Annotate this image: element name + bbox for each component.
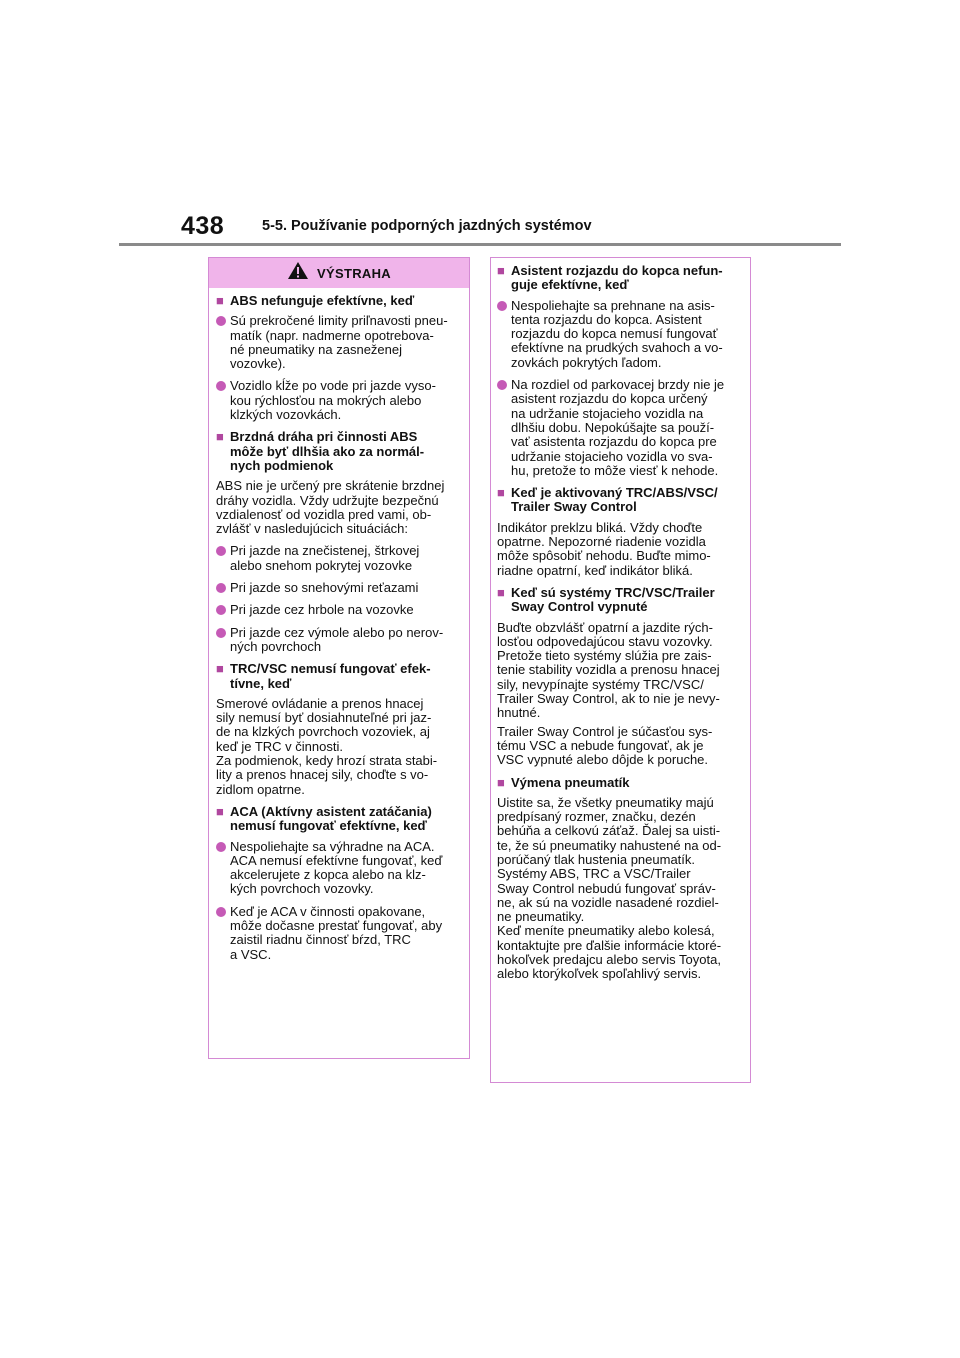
text-line: Za podmienok, kedy hrozí strata stabi- [216,753,438,769]
page-number: 438 [181,212,225,240]
bullet-item [216,905,463,962]
text-line: Keď je ACA v činnosti opakovane, [230,903,426,919]
text-line: Trailer Sway Control je súčasťou sys- [497,723,713,739]
text-line: kých povrchoch vozovky. [230,881,374,897]
text-line: zovkách pokrytých ľadom. [511,354,662,370]
text-line: Na rozdiel od parkovacej brzdy nie je [511,377,725,393]
text-line: Sway Control nebudú fungovať správ- [497,880,716,896]
text-line: asistent rozjazdu do kopca určený [511,391,708,407]
paragraph [216,697,463,797]
warning-title: VÝSTRAHA [317,265,391,281]
warning-header [209,258,469,288]
text-line: hnutné. [497,705,541,721]
paragraph [497,725,744,768]
text-line: ne, ak sú na vozidle nasadené rozdiel- [497,894,719,910]
text-line: Pri jazde cez výmole alebo po nerov- [230,624,444,640]
text-line: rozjazdu do kopca nemusí fungovať [511,326,718,342]
round-bullet-icon [216,544,230,558]
text-lines [230,626,443,655]
text-lines [497,521,744,578]
square-bullet-icon: ■ [216,803,224,819]
text-line: Brzdná dráha pri činnosti ABS [230,429,418,445]
square-bullet-icon: ■ [497,584,505,600]
square-bullet-icon: ■ [216,661,224,677]
heading-aca [216,805,463,834]
text-lines [230,905,442,962]
text-line: môže byť dlhšia ako za normál- [230,443,425,459]
text-line: zvlášť v nasledujúcich situáciách: [216,521,409,537]
bullet-item [497,299,744,370]
paragraph [497,621,744,721]
text-lines [230,314,448,371]
heading-abs [216,294,463,308]
text-line: môže dočasne prestať fungovať, aby [230,917,443,933]
text-line: behúňa a celkovú záťaž. Ďalej sa uisti- [497,823,721,839]
heading-tire-change [497,776,744,790]
round-bullet-icon [216,603,230,617]
text-line: Trailer Sway Control [511,499,637,515]
text-line: né pneumatiky na zasneženej [230,341,403,357]
text-line: riadne opatrní, keď indikátor bliká. [497,562,693,578]
header-divider [119,243,841,246]
heading-hill-start [497,264,744,293]
text-line: porúčaný tlak hustenia pneumatík. [497,851,696,867]
text-line: dráhy vozidla. Vždy udržujte bezpečnú [216,492,439,508]
text-lines [230,603,414,617]
text-line: nemusí fungovať efektívne, keď [230,818,427,834]
square-bullet-icon: ■ [216,429,224,445]
text-line: klzkých vozovkách. [230,407,342,423]
bullet-item [216,626,463,655]
text-lines [230,840,442,897]
text-line: losťou odpovedajúcou stavu vozovky. [497,633,713,649]
text-line: a VSC. [230,946,272,962]
text-line: hu, pretože to môže viesť k nehode. [511,462,719,478]
text-line: lity a prenos hnacej sily, choďte s vo- [216,767,429,783]
text-line: ACA (Aktívny asistent zatáčania) [230,803,432,819]
bullet-item [497,378,744,478]
bullet-item [216,379,463,422]
text-lines [511,486,718,515]
text-line: Nespoliehajte sa výhradne na ACA. [230,838,435,854]
text-line: predpísaný rozmer, značku, dezén [497,809,696,825]
text-line: sily nemusí byť dosiahnuteľné pri jaz- [216,710,432,726]
round-bullet-icon [497,378,511,392]
text-lines [511,264,723,293]
text-line: Keď sú systémy TRC/VSC/Trailer [511,584,715,600]
text-lines [230,805,432,834]
paragraph [216,479,463,536]
text-line: Trailer Sway Control, ak to nie je nevy- [497,691,720,707]
text-line: Buďte obzvlášť opatrní a jazdite rých- [497,619,713,635]
text-line: tému VSC a nebude fungovať, ak je [497,737,704,753]
text-line: ABS nie je určený pre skrátenie brzdnej [216,478,445,494]
paragraph [497,521,744,578]
round-bullet-icon [216,905,230,919]
round-bullet-icon [216,314,230,328]
text-line: Systémy ABS, TRC a VSC/Trailer [497,866,691,882]
text-line: te, že sú pneumatiky nahustené na od- [497,837,722,853]
text-line: zidlom opatrne. [216,781,305,797]
text-line: Pri jazde cez hrbole na vozovke [230,602,414,618]
text-line: VSC vypnuté alebo dôjde k poruche. [497,752,709,768]
text-lines [511,776,630,790]
heading-braking-distance [216,430,463,473]
right-column-box [490,257,751,1083]
text-line: tívne, keď [230,675,292,691]
text-lines [497,796,744,982]
text-lines [216,697,463,797]
text-line: tenta rozjazdu do kopca. Asistent [511,311,702,327]
text-line: nych podmienok [230,457,334,473]
text-line: alebo snehom pokrytej vozovke [230,557,413,573]
round-bullet-icon [216,379,230,393]
text-lines [511,378,724,478]
text-lines [230,430,424,473]
text-line: ne pneumatiky. [497,909,585,925]
text-line: Smerové ovládanie a prenos hnacej [216,695,424,711]
text-lines [497,725,744,768]
text-line: Keď je aktivovaný TRC/ABS/VSC/ [511,485,718,501]
text-line: Vozidlo kĺže po vode pri jazde vyso- [230,378,436,394]
text-line: Výmena pneumatík [511,774,630,790]
text-line: tenie stability vozidla a prenosu hnacej [497,662,720,678]
text-line: guje efektívne, keď [511,277,629,293]
text-line: Nespoliehajte sa prehnane na asis- [511,297,715,313]
text-line: Indikátor preklzu bliká. Vždy choďte [497,519,703,535]
warning-box [208,257,470,1059]
paragraph [497,796,744,982]
text-lines [511,299,723,370]
warning-triangle-icon [287,261,309,285]
bullet-item [216,314,463,371]
text-line: hokoľvek predajcu alebo servis Toyota, [497,952,721,968]
text-line: sily, nevypínajte systémy TRC/VSC/ [497,676,704,692]
bullet-item [216,581,463,595]
text-line: matík (napr. nadmerne opotrebova- [230,327,434,343]
text-line: kontaktujte pre ďalšie informácie ktoré- [497,937,722,953]
text-line: efektívne na prudkých svahoch a vo- [511,340,723,356]
text-line: Asistent rozjazdu do kopca nefun- [511,263,723,278]
text-line: kou rýchlosťou na mokrých alebo [230,392,422,408]
square-bullet-icon: ■ [497,263,505,278]
text-line: môže spôsobiť nehodu. Buďte mimo- [497,548,711,564]
text-lines [497,621,744,721]
square-bullet-icon: ■ [497,485,505,501]
round-bullet-icon [216,626,230,640]
square-bullet-icon: ■ [497,774,505,790]
text-line: Pretože tieto systémy slúžia pre zais- [497,648,712,664]
round-bullet-icon [216,581,230,595]
text-line: udržanie stojacieho vozidla vo sva- [511,448,713,464]
text-line: na udržanie stojacieho vozidla na [511,405,704,421]
text-line: Uistite sa, že všetky pneumatiky majú [497,794,714,810]
section-title: 5-5. Používanie podporných jazdných systémov [262,218,592,234]
square-bullet-icon: ■ [216,293,224,308]
text-lines [230,581,418,595]
heading-trc-active [497,486,744,515]
text-line: zaistil riadnu činnosť bŕzd, TRC [230,932,411,948]
text-lines [230,379,436,422]
heading-trc-vsc [216,662,463,691]
text-line: ných povrchoch [230,638,322,654]
heading-trc-off [497,586,744,615]
text-line: vzdialenosť od vozidla pred vami, ob- [216,506,432,522]
heading-text: ABS nefunguje efektívne, keď [230,293,415,308]
text-line: opatrne. Nepozorné riadenie vozidla [497,534,706,550]
text-line: Pri jazde na znečistenej, štrkovej [230,543,420,559]
round-bullet-icon [216,840,230,854]
text-lines [511,586,715,615]
text-line: vať asistenta rozjazdu do kopca pre [511,434,717,450]
text-line: Sú prekročené limity priľnavosti pneu- [230,313,448,329]
round-bullet-icon [497,299,511,313]
text-lines [230,544,419,573]
bullet-item [216,603,463,617]
bullet-item [216,840,463,897]
text-lines [216,479,463,536]
text-line: Sway Control vypnuté [511,599,648,615]
text-line: TRC/VSC nemusí fungovať efek- [230,661,431,677]
text-line: de na klzkých povrchoch vozoviek, aj [216,724,430,740]
text-line: akcelerujete z kopca alebo na klz- [230,867,426,883]
text-line: keď je TRC v činnosti. [216,738,343,754]
text-line: ACA nemusí efektívne fungovať, keď [230,852,443,868]
text-line: Keď meníte pneumatiky alebo kolesá, [497,923,715,939]
text-line: vozovke). [230,356,286,372]
text-line: alebo ktorýkoľvek spoľahlivý servis. [497,966,702,982]
bullet-item [216,544,463,573]
text-line: Pri jazde so snehovými reťazami [230,580,419,596]
text-lines [230,662,431,691]
text-line: dlhšiu dobu. Nepokúšajte sa použí- [511,419,715,435]
